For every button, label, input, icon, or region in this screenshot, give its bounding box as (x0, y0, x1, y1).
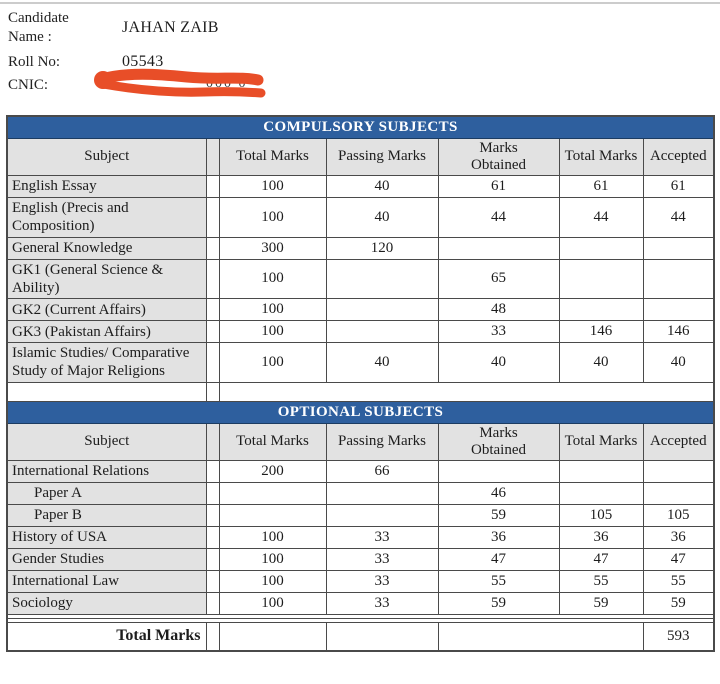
total-marks-2-cell: 44 (559, 198, 643, 238)
subject-cell: GK3 (Pakistan Affairs) (7, 321, 206, 343)
accepted-cell: 105 (643, 504, 714, 526)
total-marks-cell: 100 (219, 548, 326, 570)
empty-subject-cell (7, 382, 206, 401)
total-marks-2-cell: 47 (559, 548, 643, 570)
passing-marks-cell (326, 299, 438, 321)
accepted-cell: 36 (643, 526, 714, 548)
marks-obtained-cell: 33 (438, 321, 559, 343)
spacer-cell (206, 259, 219, 299)
section-banner-compulsory-title: COMPULSORY SUBJECTS (7, 116, 714, 139)
total-accepted-value: 593 (643, 622, 714, 651)
column-header-total-marks: Total Marks (219, 139, 326, 176)
passing-marks-cell: 120 (326, 237, 438, 259)
accepted-cell: 59 (643, 592, 714, 614)
total-marks-2-cell (559, 299, 643, 321)
section-banner-compulsory (7, 116, 714, 139)
subject-cell: Paper A (7, 482, 206, 504)
spacer-cell (206, 526, 219, 548)
spacer-column-header (206, 423, 219, 460)
marks-obtained-cell: 48 (438, 299, 559, 321)
roll-no-label: Roll No: (8, 53, 61, 70)
empty-wide-cell (219, 382, 714, 401)
subject-cell: Paper B (7, 504, 206, 526)
marks-obtained-cell: 65 (438, 259, 559, 299)
table-row (7, 259, 714, 299)
table-row (7, 548, 714, 570)
table-row (7, 343, 714, 383)
total-marks-2-cell (559, 460, 643, 482)
candidate-name-value: JAHAN ZAIB (122, 19, 219, 36)
total-marks-2-cell: 55 (559, 570, 643, 592)
marks-obtained-cell: 61 (438, 176, 559, 198)
total-marks-cell: 100 (219, 570, 326, 592)
accepted-cell (643, 460, 714, 482)
marks-obtained-cell: 59 (438, 504, 559, 526)
passing-marks-cell (326, 259, 438, 299)
column-header-marks-obtained: Marks Obtained (438, 139, 559, 176)
cnic-row (8, 73, 708, 97)
spacer-cell (206, 460, 219, 482)
total-marks-2-cell (559, 237, 643, 259)
spacer-cell (206, 570, 219, 592)
accepted-cell (643, 482, 714, 504)
table-row (7, 526, 714, 548)
table-row (7, 570, 714, 592)
subject-cell: International Law (7, 570, 206, 592)
accepted-cell (643, 259, 714, 299)
table-row (7, 198, 714, 238)
marks-obtained-cell: 55 (438, 570, 559, 592)
total-marks-2-cell: 40 (559, 343, 643, 383)
cnic-visible-digits: 000 0 (206, 76, 248, 91)
marks-obtained-cell: 36 (438, 526, 559, 548)
table-row (7, 482, 714, 504)
cnic-label: CNIC: (8, 76, 49, 93)
accepted-cell: 47 (643, 548, 714, 570)
table-row (7, 321, 714, 343)
total-marks-cell: 100 (219, 299, 326, 321)
total-marks-row (7, 622, 714, 651)
passing-marks-cell: 40 (326, 343, 438, 383)
column-header-row (7, 139, 714, 176)
subject-cell: English (Precis and Composition) (7, 198, 206, 238)
total-marks-cell: 100 (219, 198, 326, 238)
passing-marks-cell (326, 321, 438, 343)
candidate-info (8, 8, 708, 97)
column-header-subject: Subject (7, 423, 206, 460)
spacer-cell (206, 504, 219, 526)
section-banner-optional (7, 401, 714, 423)
accepted-cell: 55 (643, 570, 714, 592)
table-row (7, 504, 714, 526)
marks-obtained-cell: 47 (438, 548, 559, 570)
marks-obtained-cell: 59 (438, 592, 559, 614)
column-header-passing-marks: Passing Marks (326, 139, 438, 176)
total-marks-cell: 300 (219, 237, 326, 259)
total-marks-cell: 100 (219, 526, 326, 548)
total-marks-2-cell: 105 (559, 504, 643, 526)
accepted-cell: 146 (643, 321, 714, 343)
accepted-cell: 61 (643, 176, 714, 198)
total-marks-cell: 100 (219, 321, 326, 343)
marks-obtained-cell: 46 (438, 482, 559, 504)
spacer-cell (206, 622, 219, 651)
total-empty-cell (326, 622, 438, 651)
subject-cell: History of USA (7, 526, 206, 548)
subject-cell: Islamic Studies/ Comparative Study of Major Religions (7, 343, 206, 383)
spacer-cell (206, 592, 219, 614)
redaction-scribble-icon (92, 66, 272, 100)
total-merged-empty-cell (438, 622, 643, 651)
total-marks-cell: 200 (219, 460, 326, 482)
passing-marks-cell: 40 (326, 198, 438, 238)
marks-obtained-cell (438, 237, 559, 259)
total-empty-cell (219, 622, 326, 651)
table-row (7, 237, 714, 259)
accepted-cell: 40 (643, 343, 714, 383)
table-row (7, 592, 714, 614)
spacer-cell (206, 321, 219, 343)
subject-cell: GK2 (Current Affairs) (7, 299, 206, 321)
results-table (6, 115, 715, 652)
subject-cell: GK1 (General Science & Ability) (7, 259, 206, 299)
marks-obtained-cell: 40 (438, 343, 559, 383)
column-header-marks-obtained: Marks Obtained (438, 423, 559, 460)
column-header-passing-marks: Passing Marks (326, 423, 438, 460)
total-marks-2-cell (559, 482, 643, 504)
total-marks-2-cell: 36 (559, 526, 643, 548)
passing-marks-cell: 33 (326, 592, 438, 614)
section-banner-optional-title: OPTIONAL SUBJECTS (7, 401, 714, 423)
total-marks-label: Total Marks (7, 622, 206, 651)
spacer-cell (206, 482, 219, 504)
cnic-value-area (122, 73, 382, 97)
subject-cell: General Knowledge (7, 237, 206, 259)
column-header-total-marks-2: Total Marks (559, 423, 643, 460)
passing-marks-cell: 33 (326, 548, 438, 570)
roll-no-value: 05543 (122, 53, 164, 70)
total-marks-2-cell: 146 (559, 321, 643, 343)
accepted-cell (643, 299, 714, 321)
table-row (7, 299, 714, 321)
spacer-cell (206, 382, 219, 401)
passing-marks-cell: 40 (326, 176, 438, 198)
table-row (7, 176, 714, 198)
total-marks-cell: 100 (219, 176, 326, 198)
accepted-cell (643, 237, 714, 259)
total-marks-cell: 100 (219, 592, 326, 614)
passing-marks-cell: 33 (326, 526, 438, 548)
marks-obtained-cell: 44 (438, 198, 559, 238)
total-marks-cell (219, 482, 326, 504)
spacer-cell (206, 237, 219, 259)
passing-marks-cell (326, 504, 438, 526)
passing-marks-cell (326, 482, 438, 504)
subject-cell: International Relations (7, 460, 206, 482)
spacer-cell (206, 176, 219, 198)
spacer-cell (206, 198, 219, 238)
passing-marks-cell: 33 (326, 570, 438, 592)
total-marks-2-cell: 61 (559, 176, 643, 198)
marks-obtained-cell (438, 460, 559, 482)
spacer-cell (206, 299, 219, 321)
column-header-total-marks: Total Marks (219, 423, 326, 460)
total-marks-cell: 100 (219, 343, 326, 383)
column-header-accepted: Accepted (643, 423, 714, 460)
passing-marks-cell: 66 (326, 460, 438, 482)
subject-cell: Gender Studies (7, 548, 206, 570)
spacer-cell (206, 548, 219, 570)
total-marks-cell: 100 (219, 259, 326, 299)
total-marks-2-cell: 59 (559, 592, 643, 614)
column-header-row (7, 423, 714, 460)
cnic-redacted-value (122, 73, 382, 97)
subject-cell: English Essay (7, 176, 206, 198)
candidate-name-row (8, 8, 708, 48)
empty-row (7, 382, 714, 401)
total-marks-cell (219, 504, 326, 526)
top-divider-line (0, 2, 720, 4)
total-marks-2-cell (559, 259, 643, 299)
subject-cell: Sociology (7, 592, 206, 614)
column-header-total-marks-2: Total Marks (559, 139, 643, 176)
accepted-cell: 44 (643, 198, 714, 238)
candidate-name-label: Candidate Name : (8, 10, 69, 45)
column-header-accepted: Accepted (643, 139, 714, 176)
column-header-subject: Subject (7, 139, 206, 176)
spacer-cell (206, 343, 219, 383)
table-row (7, 460, 714, 482)
spacer-column-header (206, 139, 219, 176)
